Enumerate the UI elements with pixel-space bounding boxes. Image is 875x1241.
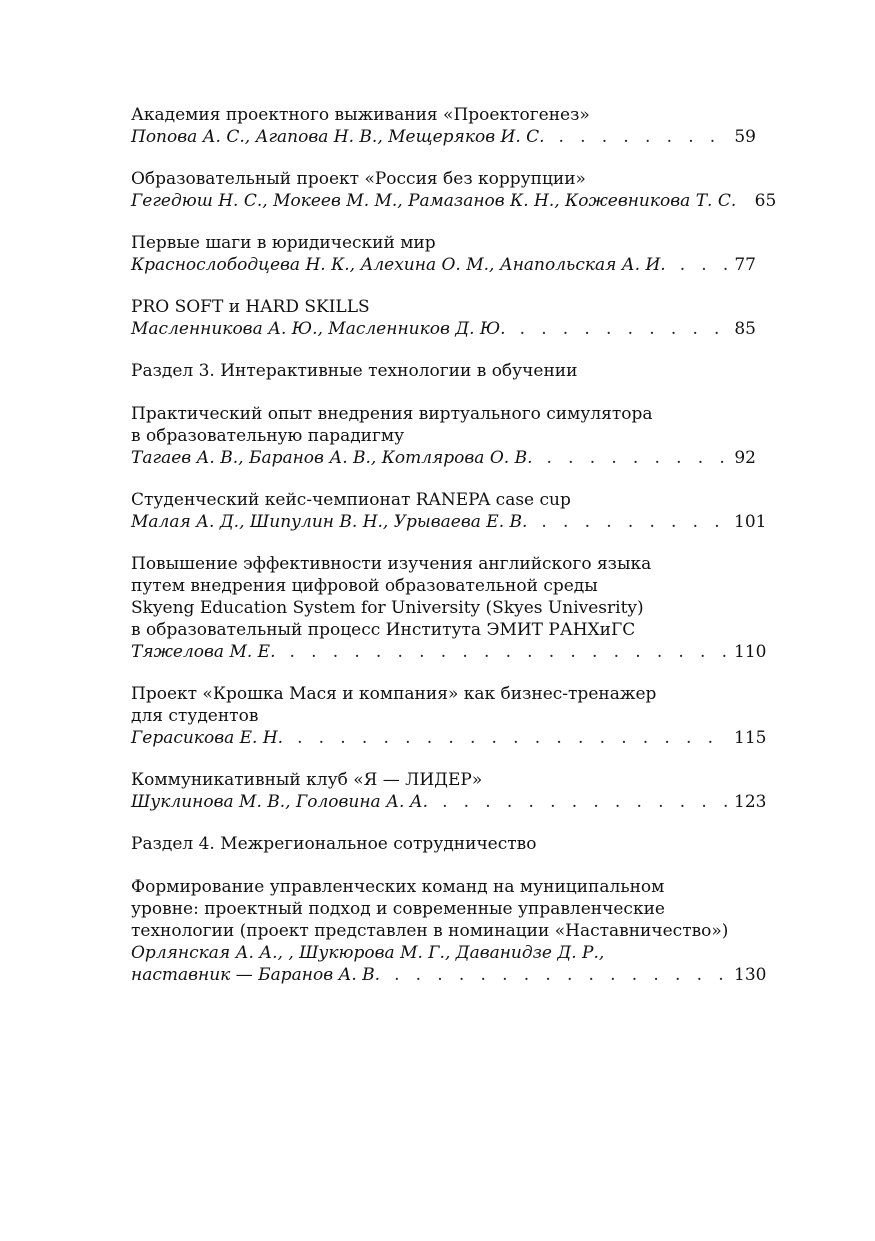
- toc-entry[interactable]: [131, 553, 767, 663]
- toc-entry[interactable]: [131, 769, 767, 813]
- entry-title-line: Практический опыт внедрения виртуального симулятора: [131, 404, 653, 424]
- entry-authors-row: [131, 727, 767, 749]
- entry-title-line: в образовательную парадигму: [131, 426, 405, 446]
- entry-title-line: Академия проектного выживания «Проектогенез»: [131, 105, 590, 125]
- entry-authors-row: [131, 964, 767, 986]
- entry-title-line: Формирование управленческих команд на муниципальном: [131, 877, 665, 897]
- dot-leader: [541, 511, 730, 533]
- entry-title-line: Проект «Крошка Мася и компания» как бизнес-тренажер: [131, 684, 657, 704]
- entry-title-line: Образовательный проект «Россия без коррупции»: [131, 169, 586, 189]
- entry-authors: Краснослободцева Н. К., Алехина О. М., Анапольская А. И.: [131, 255, 666, 275]
- entry-authors: Попова А. С., Агапова Н. В., Мещеряков И. С.: [131, 127, 545, 147]
- entry-authors: Гегедюш Н. С., Мокеев М. М., Рамазанов К. Н., Кожевникова Т. С.: [131, 191, 737, 211]
- entry-title-line: PRO SOFT и HARD SKILLS: [131, 297, 370, 317]
- page-number[interactable]: 85: [734, 319, 756, 339]
- dot-leader: [680, 254, 730, 276]
- toc-entry[interactable]: [131, 403, 756, 469]
- entry-authors: Шуклинова М. В., Головина А. А.: [131, 792, 429, 812]
- entry-authors: Малая А. Д., Шипулин В. Н., Урываева Е. В.: [131, 512, 528, 532]
- page-number[interactable]: 77: [734, 255, 756, 275]
- entry-authors: Герасикова Е. Н.: [131, 728, 284, 748]
- entry-title-line: Skyeng Education System for University (Skyes Univesrity): [131, 598, 644, 618]
- page-number[interactable]: 101: [734, 512, 767, 532]
- toc-entry[interactable]: [131, 168, 777, 212]
- toc-entry[interactable]: [131, 104, 756, 148]
- entry-title-line: путем внедрения цифровой образовательной среды: [131, 576, 598, 596]
- entry-authors: Тагаев А. В., Баранов А. В., Котлярова О. В.: [131, 448, 533, 468]
- entry-authors-row: [131, 641, 767, 663]
- entry-authors-row: [131, 254, 756, 276]
- dot-leader: [442, 791, 730, 813]
- page-number[interactable]: 59: [734, 127, 756, 147]
- table-of-contents: [131, 104, 777, 1006]
- page-number[interactable]: 110: [734, 642, 767, 662]
- entry-title-line: Первые шаги в юридический мир: [131, 233, 436, 253]
- toc-entry[interactable]: [131, 489, 767, 533]
- page-number[interactable]: 65: [754, 191, 777, 211]
- toc-entry[interactable]: [131, 876, 767, 986]
- entry-authors-row: [131, 190, 777, 212]
- section-heading: Раздел 4. Межрегиональное сотрудничество: [131, 834, 537, 854]
- entry-title-line: Коммуникативный клуб «Я — ЛИДЕР»: [131, 770, 483, 790]
- section-heading: Раздел 3. Интерактивные технологии в обучении: [131, 361, 578, 381]
- entry-title-line: технологии (проект представлен в номинации «Наставничество»): [131, 921, 729, 941]
- entry-authors: Тяжелова М. Е.: [131, 642, 276, 662]
- dot-leader: [559, 126, 730, 148]
- entry-title-line: в образовательный процесс Института ЭМИТ РАНХиГС: [131, 620, 636, 640]
- dot-leader: [520, 318, 730, 340]
- entry-authors: наставник — Баранов А. В.: [131, 965, 381, 985]
- entry-authors: Масленникова А. Ю., Масленников Д. Ю.: [131, 319, 506, 339]
- entry-title-line: Студенческий кейс-чемпионат RANEPA case cup: [131, 490, 571, 510]
- page-number[interactable]: 115: [734, 728, 767, 748]
- dot-leader: [394, 964, 730, 986]
- toc-entry[interactable]: [131, 232, 756, 276]
- entry-authors-row: [131, 791, 767, 813]
- entry-title-line: уровне: проектный подход и современные управленческие: [131, 899, 665, 919]
- entry-title-line: Повышение эффективности изучения английского языка: [131, 554, 652, 574]
- dot-leader: [547, 447, 731, 469]
- dot-leader: [290, 641, 731, 663]
- page-number[interactable]: 130: [734, 965, 767, 985]
- entry-title-line: для студентов: [131, 706, 259, 726]
- entry-authors: Орлянская А. А., , Шукюрова М. Г., Даванидзе Д. Р.,: [131, 943, 605, 963]
- toc-entry[interactable]: [131, 683, 767, 749]
- entry-authors-row: [131, 447, 756, 469]
- page-number[interactable]: 123: [734, 792, 767, 812]
- entry-authors-row: [131, 126, 756, 148]
- entry-authors-row: [131, 318, 756, 340]
- toc-entry[interactable]: [131, 296, 756, 340]
- entry-authors-row: [131, 511, 767, 533]
- dot-leader: [297, 727, 730, 749]
- page-number[interactable]: 92: [734, 448, 756, 468]
